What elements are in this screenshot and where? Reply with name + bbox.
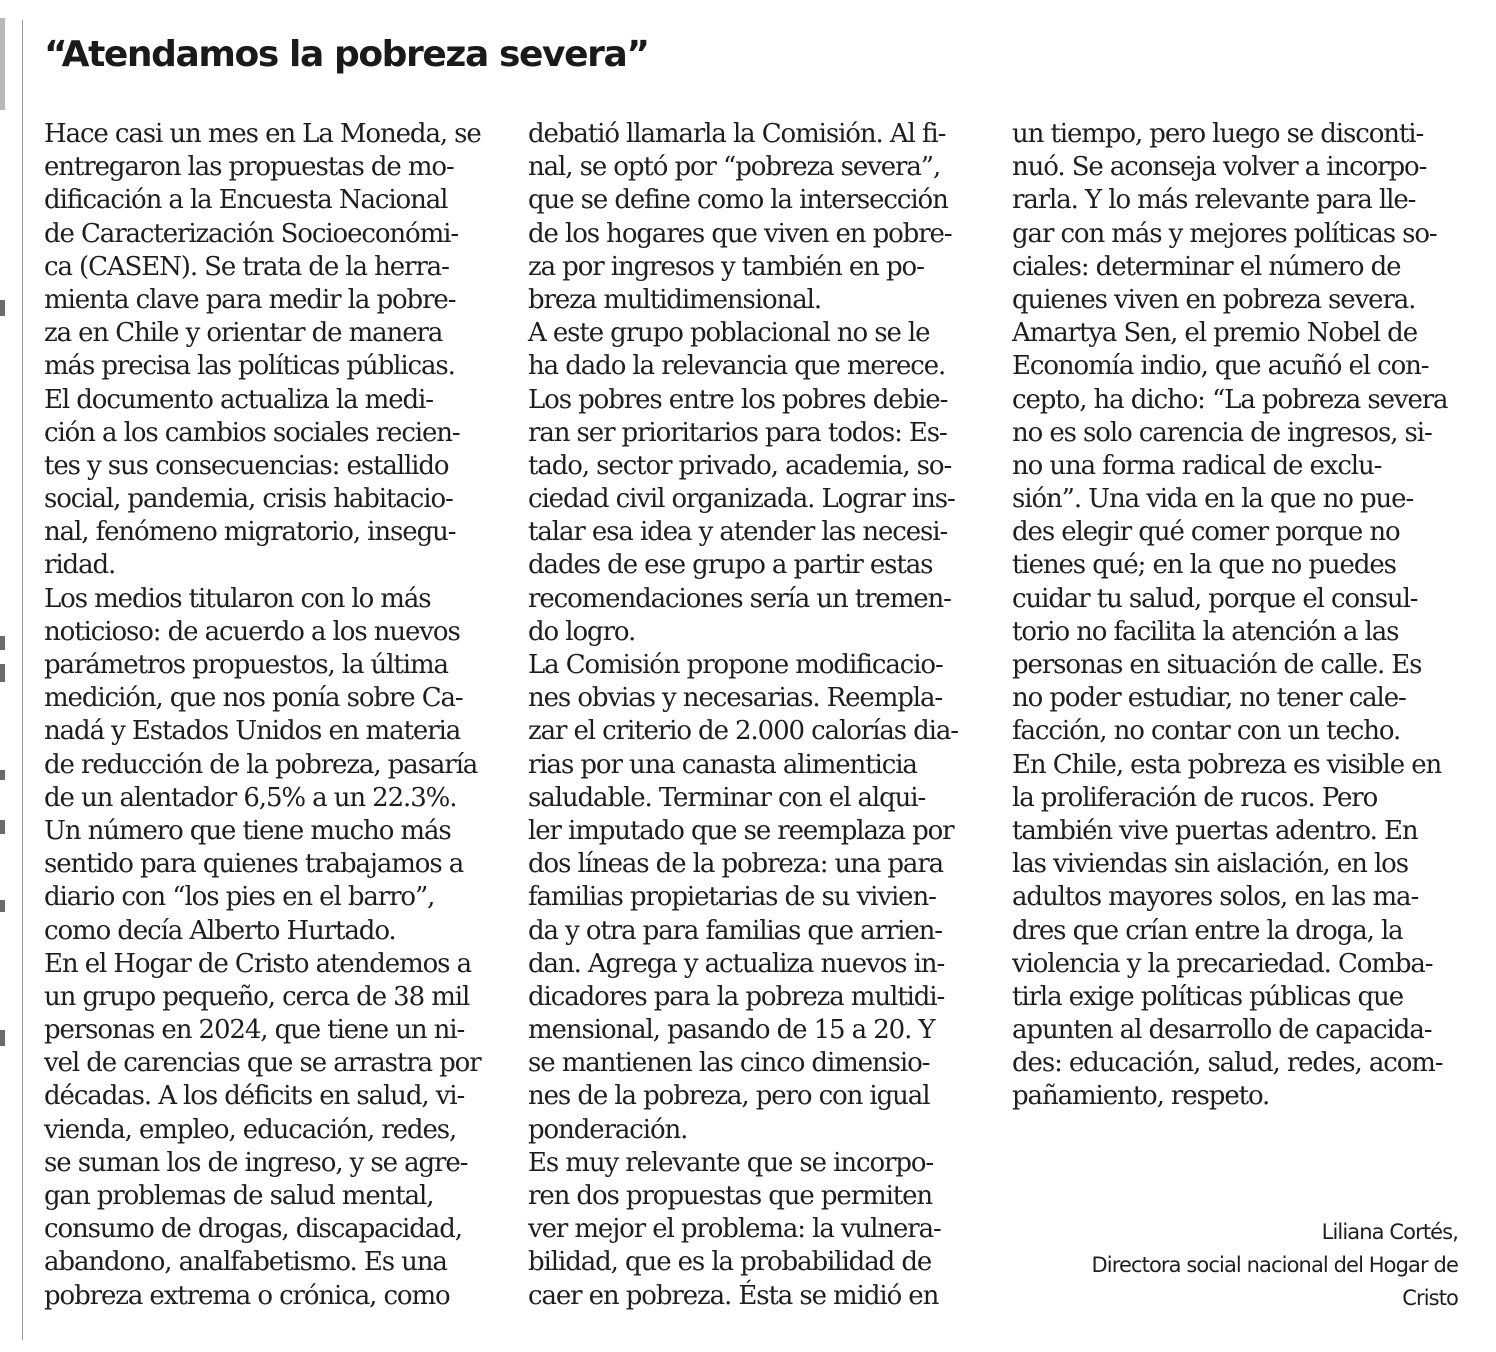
text-line: rarla. Y lo más relevante para lle- (1012, 185, 1416, 216)
author-role-continued: Cristo (1402, 1286, 1458, 1310)
text-line: nal, se optó por “pobreza severa”, (528, 152, 941, 183)
text-line: do logro. (528, 616, 636, 647)
text-line: un grupo pequeño, cerca de 38 mil (44, 981, 470, 1012)
text-line: décadas. A los déficits en salud, vi- (44, 1081, 465, 1112)
text-line: cepto, ha dicho: “La pobreza severa (1012, 384, 1448, 415)
text-line: noticioso: de acuerdo a los nuevos (44, 616, 460, 647)
text-line: Los medios titularon con lo más (44, 583, 431, 614)
text-line: za en Chile y orientar de manera (44, 318, 443, 349)
text-line: dades de ese grupo a partir estas (528, 550, 933, 581)
text-line: personas en 2024, que tiene un ni- (44, 1015, 465, 1046)
text-line: debatió llamarla la Comisión. Al fi- (528, 119, 946, 149)
text-line: pobreza extrema o crónica, como (44, 1280, 450, 1311)
text-line: dos líneas de la pobreza: una para (528, 849, 944, 880)
text-line: apunten al desarrollo de capacida- (1012, 1015, 1432, 1046)
text-line: En Chile, esta pobreza es visible en (1012, 749, 1442, 780)
text-line: ponderación. (528, 1114, 688, 1145)
text-line: no es solo carencia de ingresos, si- (1012, 417, 1432, 448)
text-line: quienes viven en pobreza severa. (1012, 284, 1416, 315)
text-line: zar el criterio de 2.000 calorías dia- (528, 716, 958, 747)
text-line: caer en pobreza. Ésta se midió en (528, 1280, 939, 1311)
text-line: breza multidimensional. (528, 284, 821, 315)
text-line: nes de la pobreza, pero con igual (528, 1081, 930, 1112)
text-line: se mantienen las cinco dimensio- (528, 1048, 930, 1079)
text-line: entregaron las propuestas de mo- (44, 152, 454, 183)
text-line: ridad. (44, 550, 116, 581)
text-line: ran ser prioritarios para todos: Es- (528, 417, 947, 448)
text-line: talar esa idea y atender las necesi- (528, 517, 948, 548)
article-column-3 (1012, 118, 1447, 1114)
text-line: ca (CASEN). Se trata de la herra- (44, 251, 449, 282)
text-line: mienta clave para medir la pobre- (44, 284, 456, 315)
text-line: Los pobres entre los pobres debie- (528, 384, 948, 415)
text-line: A este grupo poblacional no se le (528, 318, 930, 349)
text-line: rias por una canasta alimenticia (528, 749, 917, 780)
text-line: recomendaciones sería un tremen- (528, 583, 951, 614)
text-line: sentido para quienes trabajamos a (44, 849, 464, 880)
text-line: dan. Agrega y actualiza nuevos in- (528, 948, 945, 979)
text-line: como decía Alberto Hurtado. (44, 915, 396, 946)
scan-edge-marks (0, 0, 6, 1352)
text-line: las viviendas sin aislación, en los (1012, 849, 1408, 880)
text-line: parámetros propuestos, la última (44, 650, 448, 680)
text-line: Es muy relevante que se incorpo- (528, 1147, 934, 1178)
text-line: ciedad civil organizada. Lograr ins- (528, 484, 955, 515)
text-line: gan problemas de salud mental, (44, 1181, 434, 1211)
text-line: nuó. Se aconseja volver a incorpo- (1012, 152, 1427, 183)
text-line: sión”. Una vida en la que no pue- (1012, 484, 1414, 515)
text-line: un tiempo, pero luego se disconti- (1012, 119, 1424, 149)
text-line: cuidar tu salud, porque el consul- (1012, 583, 1418, 614)
text-line: torio no facilita la atención a las (1012, 616, 1399, 647)
text-line: vienda, empleo, educación, redes, (44, 1114, 457, 1145)
text-line: diario con “los pies en el barro”, (44, 882, 435, 913)
text-line: tienes qué; en la que no puedes (1012, 550, 1396, 581)
text-line: vel de carencias que se arrastra por (44, 1048, 481, 1079)
text-line: más precisa las políticas públicas. (44, 351, 455, 382)
text-line: ler imputado que se reemplaza por (528, 815, 954, 846)
article-column-2 (528, 118, 958, 1313)
text-line: familias propietarias de su vivien- (528, 882, 936, 913)
text-line: facción, no contar con un techo. (1012, 716, 1401, 747)
text-line: no una forma radical de exclu- (1012, 450, 1382, 481)
text-line: consumo de drogas, discapacidad, (44, 1214, 462, 1245)
text-line: social, pandemia, crisis habitacio- (44, 484, 453, 515)
author-signature (1091, 1216, 1458, 1315)
text-line: ren dos propuestas que permiten (528, 1181, 933, 1211)
text-line: de reducción de la pobreza, pasaría (44, 749, 478, 780)
text-line: El documento actualiza la medi- (44, 384, 433, 415)
text-line: medición, que nos ponía sobre Ca- (44, 683, 463, 714)
text-line: tes y sus consecuencias: estallido (44, 450, 449, 481)
text-line: violencia y la precariedad. Comba- (1012, 948, 1433, 979)
text-line: pañamiento, respeto. (1012, 1081, 1270, 1112)
text-line: des elegir qué comer porque no (1012, 517, 1400, 548)
text-line: dres que crían entre la droga, la (1012, 915, 1403, 946)
article-headline: “Atendamos la pobreza severa” (44, 34, 649, 75)
text-line: Un número que tiene mucho más (44, 815, 451, 846)
text-line: también vive puertas adentro. En (1012, 815, 1418, 846)
text-line: de un alentador 6,5% a un 22.3%. (44, 782, 457, 813)
text-line: En el Hogar de Cristo atendemos a (44, 948, 471, 979)
text-line: ción a los cambios sociales recien- (44, 417, 460, 448)
text-line: dificación a la Encuesta Nacional (44, 185, 448, 216)
text-line: personas en situación de calle. Es (1012, 650, 1422, 680)
text-line: nes obvias y necesarias. Reempla- (528, 683, 943, 714)
text-line: de Caracterización Socioeconómi- (44, 218, 459, 249)
text-line: nadá y Estados Unidos en materia (44, 716, 461, 747)
author-name: Liliana Cortés, (1321, 1220, 1458, 1244)
column-rule (22, 20, 23, 1340)
text-line: que se define como la intersección (528, 185, 948, 216)
author-role: Directora social nacional del Hogar de (1091, 1253, 1458, 1277)
text-line: da y otra para familias que arrien- (528, 915, 942, 946)
text-line: mensional, pasando de 15 a 20. Y (528, 1015, 935, 1046)
text-line: saludable. Terminar con el alqui- (528, 782, 926, 813)
text-line: ha dado la relevancia que merece. (528, 351, 946, 382)
text-line: des: educación, salud, redes, acom- (1012, 1048, 1443, 1079)
text-line: Economía indio, que acuñó el con- (1012, 351, 1429, 382)
text-line: tado, sector privado, academia, so- (528, 450, 952, 481)
text-line: de los hogares que viven en pobre- (528, 218, 952, 249)
text-line: gar con más y mejores políticas so- (1012, 218, 1437, 249)
text-line: no poder estudiar, no tener cale- (1012, 683, 1406, 714)
article-column-1 (44, 118, 481, 1313)
text-line: bilidad, que es la probabilidad de (528, 1247, 932, 1278)
text-line: Hace casi un mes en La Moneda, se (44, 119, 481, 149)
text-line: dicadores para la pobreza multidi- (528, 981, 945, 1012)
text-line: se suman los de ingreso, y se agre- (44, 1147, 468, 1178)
text-line: tirla exige políticas públicas que (1012, 981, 1404, 1012)
text-line: abandono, analfabetismo. Es una (44, 1247, 447, 1278)
text-line: La Comisión propone modificacio- (528, 650, 943, 680)
text-line: za por ingresos y también en po- (528, 251, 924, 282)
text-line: ver mejor el problema: la vulnera- (528, 1214, 941, 1245)
text-line: la proliferación de rucos. Pero (1012, 782, 1378, 813)
text-line: ciales: determinar el número de (1012, 251, 1401, 282)
text-line: adultos mayores solos, en las ma- (1012, 882, 1419, 913)
text-line: Amartya Sen, el premio Nobel de (1012, 318, 1417, 349)
text-line: nal, fenómeno migratorio, insegu- (44, 517, 456, 548)
